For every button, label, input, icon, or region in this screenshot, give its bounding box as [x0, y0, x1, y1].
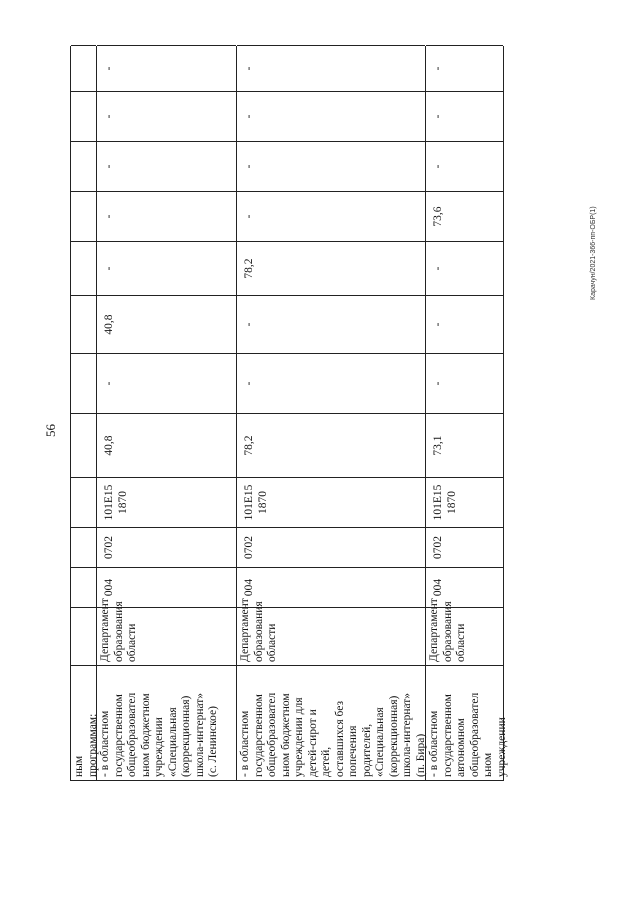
cell-value: [71, 295, 96, 353]
cell-text: -: [103, 66, 115, 71]
cell-text: -: [432, 381, 444, 386]
cell-text: 004: [432, 578, 444, 597]
cell-value: [426, 91, 503, 141]
cell-text: -: [432, 66, 444, 71]
cell-csr: [97, 477, 236, 527]
cell-value: [71, 45, 96, 91]
cell-value: [97, 353, 236, 413]
cell-value: [97, 91, 236, 141]
cell-name: [237, 665, 425, 780]
cell-text: - в областном государственном автономном общеобразовател ьном учреждении: [428, 692, 508, 777]
cell-text: 004: [243, 578, 255, 597]
cell-text: 101E15 1870: [432, 484, 458, 521]
cell-value: [71, 353, 96, 413]
cell-rzpr: [97, 527, 236, 567]
cell-text: -: [243, 214, 255, 219]
cell-text: -: [243, 114, 255, 119]
page-number: 56: [43, 424, 58, 437]
cell-text: 78,2: [243, 258, 255, 279]
cell-text: -: [243, 164, 255, 169]
cell-text: -: [243, 322, 255, 327]
cell-text: -: [103, 114, 115, 119]
cell-grbs: [237, 567, 425, 607]
cell-value: [237, 45, 425, 91]
cell-rzpr: [237, 527, 425, 567]
cell-text: 73,6: [432, 206, 444, 227]
cell-text: 004: [103, 578, 115, 597]
cell-text: -: [103, 214, 115, 219]
cell-value: [71, 191, 96, 241]
cell-value: [426, 353, 503, 413]
cell-csr: [237, 477, 425, 527]
cell-value: [71, 91, 96, 141]
cell-value: [237, 295, 425, 353]
cell-text: Департамент образования области: [99, 598, 138, 662]
cell-value: [71, 241, 96, 295]
cell-text: 101E15 1870: [103, 484, 129, 521]
cell-text: -: [103, 164, 115, 169]
cell-text: -: [243, 66, 255, 71]
cell-text: - в областном государственном общеобразовател ьном бюджетном учреждении для детей-сирот и детей, оставшихся без попечения родителей, «Специальная (коррекционная) школа-интернат» (п. Бира): [239, 692, 427, 777]
cell-text: -: [432, 266, 444, 271]
table-row: [96, 46, 236, 781]
cell-value: [97, 295, 236, 353]
cell-text: -: [103, 266, 115, 271]
cell-grbs: [426, 567, 503, 607]
cell-text: ным программам:: [73, 713, 99, 777]
cell-value: [97, 45, 236, 91]
cell-value: [426, 413, 503, 477]
cell-value: [426, 141, 503, 191]
cell-value: [97, 191, 236, 241]
cell-value: [237, 141, 425, 191]
cell-value: [97, 241, 236, 295]
cell-executor: [97, 598, 236, 665]
cell-text: 101E15 1870: [243, 484, 269, 521]
cell-text: -: [103, 381, 115, 386]
cell-text: -: [243, 381, 255, 386]
cell-text: 78,2: [243, 435, 255, 456]
cell-name: [426, 665, 508, 780]
cell-text: - в областном государственном общеобразовател ьном бюджетном учреждении «Специальная (коррекционная) школа-интернат» (с. Ленинское): [99, 692, 219, 777]
cell-rzpr: [71, 527, 96, 567]
cell-text: 40,8: [103, 314, 115, 335]
cell-value: [237, 241, 425, 295]
cell-executor: [426, 598, 503, 665]
cell-rzpr: [426, 527, 503, 567]
cell-value: [426, 241, 503, 295]
cell-text: -: [432, 164, 444, 169]
table-row: [425, 46, 508, 781]
cell-value: [237, 413, 425, 477]
cell-executor: [237, 598, 425, 665]
cell-text: 0702: [103, 536, 115, 559]
cell-text: 0702: [432, 536, 444, 559]
cell-value: [97, 141, 236, 191]
cell-text: 40,8: [103, 435, 115, 456]
budget-table: [70, 46, 508, 781]
cell-value: [426, 45, 503, 91]
cell-text: Департамент образования области: [239, 598, 278, 662]
table-row: [236, 46, 425, 781]
cell-value: [237, 191, 425, 241]
cell-grbs: [97, 567, 236, 607]
cell-text: -: [432, 322, 444, 327]
cell-value: [237, 353, 425, 413]
cell-text: -: [432, 114, 444, 119]
table-row-header: [70, 46, 99, 781]
document-id: Карачун/2021-366-пп-ОБР(1): [590, 206, 597, 300]
cell-text: Департамент образования области: [428, 598, 467, 662]
cell-csr: [426, 477, 503, 527]
cell-value: [71, 141, 96, 191]
cell-executor: [71, 607, 96, 665]
cell-value: [71, 413, 96, 477]
cell-value: [237, 91, 425, 141]
cell-value: [97, 413, 236, 477]
cell-value: [426, 295, 503, 353]
cell-csr: [71, 477, 96, 527]
cell-text: 73,1: [432, 435, 444, 456]
cell-text: 0702: [243, 536, 255, 559]
cell-value: [426, 191, 503, 241]
cell-name: [97, 665, 236, 780]
cell-grbs: [71, 567, 96, 607]
cell-name: [71, 665, 99, 780]
